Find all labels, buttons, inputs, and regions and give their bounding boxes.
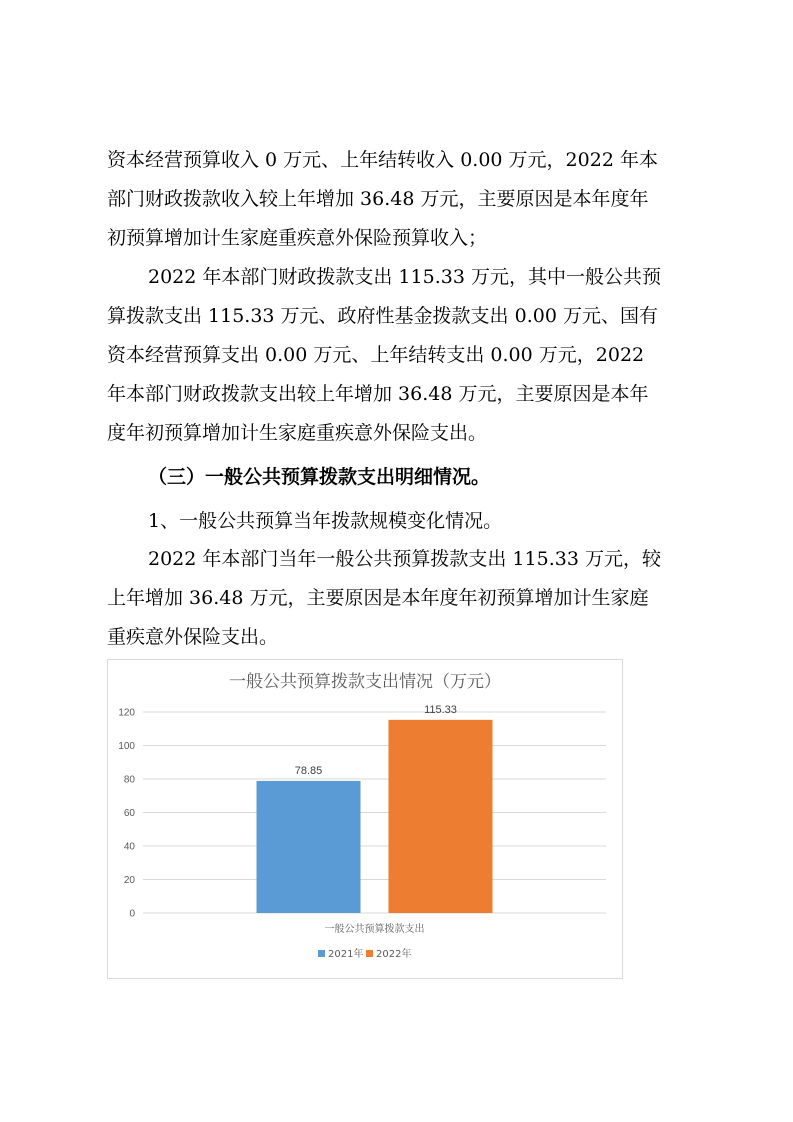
paragraph-line: 资本经营预算支出 0.00 万元、上年结转支出 0.00 万元，2022	[107, 344, 645, 366]
y-tick-label: 100	[118, 741, 135, 752]
legend-label: 2021年	[328, 949, 364, 960]
legend-label: 2022年	[376, 949, 412, 960]
y-tick-label: 20	[123, 875, 135, 886]
paragraph-line: 2022 年本部门当年一般公共预算拨款支出 115.33 万元，较	[148, 548, 661, 570]
chart-canvas	[108, 660, 622, 978]
x-category-label: 一般公共预算拨款支出	[324, 924, 425, 935]
paragraph-line: 年本部门财政拨款支出较上年增加 36.48 万元，主要原因是本年	[107, 383, 649, 405]
paragraph-line: 初预算增加计生家庭重疾意外保险预算收入；	[107, 227, 488, 249]
y-tick-label: 60	[123, 808, 135, 819]
data-label: 78.85	[294, 764, 323, 777]
y-tick-label: 120	[118, 707, 135, 719]
data-label: 115.33	[424, 703, 457, 716]
paragraph-line: 部门财政拨款收入较上年增加 36.48 万元，主要原因是本年度年	[107, 188, 649, 210]
paragraph-line: 上年增加 36.48 万元，主要原因是本年度年初预算增加计生家庭	[107, 587, 649, 609]
paragraph-line: 度年初预算增加计生家庭重疾意外保险支出。	[107, 422, 488, 444]
section-heading: （三）一般公共预算拨款支出明细情况。	[148, 466, 491, 488]
subsection-heading: 1、一般公共预算当年拨款规模变化情况。	[148, 510, 503, 532]
bar-2021年	[257, 781, 361, 913]
legend-swatch	[318, 950, 325, 957]
paragraph-line: 资本经营预算收入 0 万元、上年结转收入 0.00 万元，2022 年本	[107, 149, 658, 171]
paragraph-line: 2022 年本部门财政拨款支出 115.33 万元，其中一般公共预	[148, 266, 661, 288]
legend-swatch	[366, 950, 373, 957]
bar-2022年	[389, 720, 493, 913]
bar-chart	[107, 659, 623, 979]
paragraph-line: 算拨款支出 115.33 万元、政府性基金拨款支出 0.00 万元、国有	[107, 305, 658, 327]
chart-title: 一般公共预算拨款支出情况（万元）	[229, 672, 501, 692]
y-tick-label: 0	[129, 908, 135, 920]
y-tick-label: 80	[123, 774, 135, 786]
paragraph-line: 重疾意外保险支出。	[107, 626, 279, 648]
y-tick-label: 40	[123, 841, 135, 853]
